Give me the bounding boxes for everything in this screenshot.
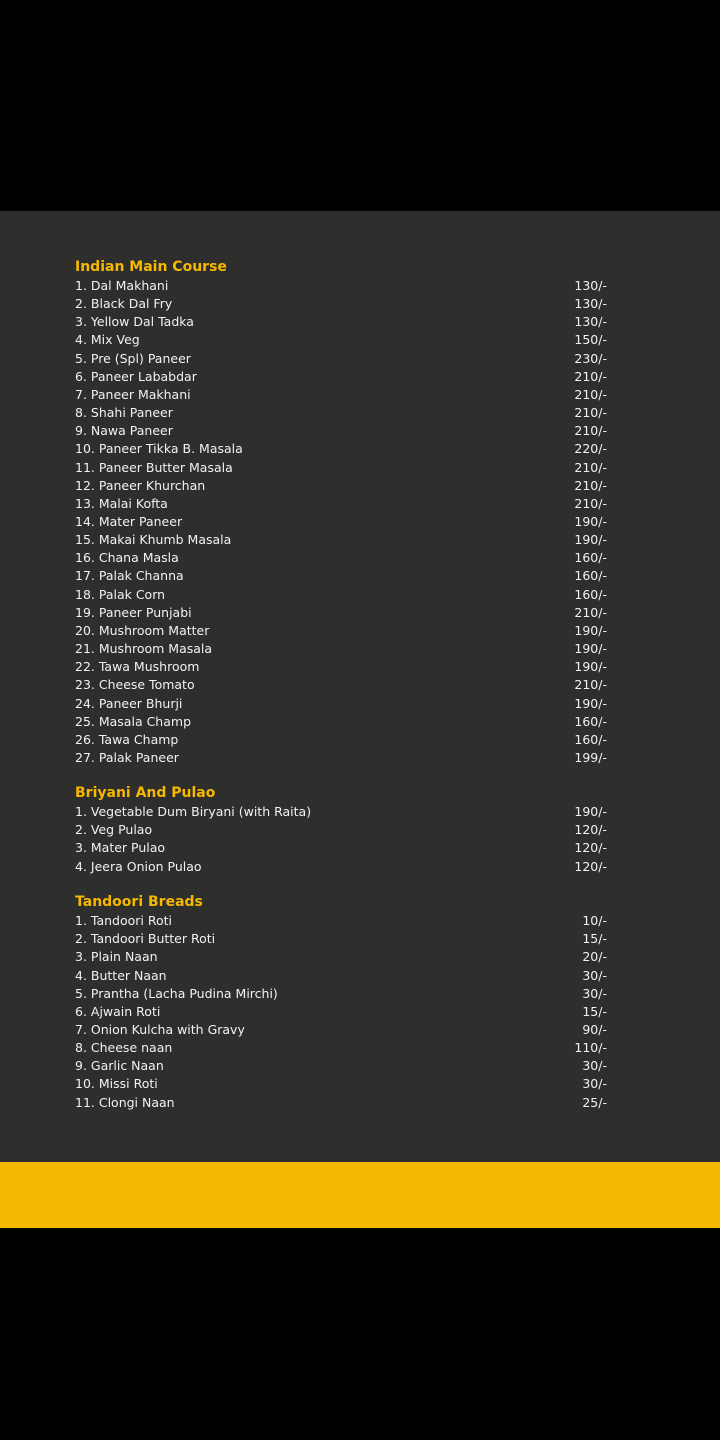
menu-item-price: 190/- bbox=[574, 804, 607, 819]
menu-item-row bbox=[75, 713, 607, 731]
menu-item-name: 20. Mushroom Matter bbox=[75, 622, 210, 638]
menu-item-price: 20/- bbox=[582, 949, 607, 965]
menu-item-name: 9. Garlic Naan bbox=[75, 1058, 164, 1074]
menu-item-row bbox=[75, 567, 607, 585]
top-letterbox bbox=[0, 0, 720, 211]
menu-item-row bbox=[75, 295, 607, 313]
menu-item-row bbox=[75, 422, 607, 440]
menu-item-price: 190/- bbox=[574, 695, 607, 711]
menu-item-row bbox=[75, 622, 607, 640]
menu-item-name: 8. Cheese naan bbox=[75, 1040, 173, 1055]
menu-item-row bbox=[75, 531, 607, 549]
menu-item-row bbox=[75, 604, 607, 622]
menu-item-price: 210/- bbox=[574, 368, 607, 384]
menu-item-row bbox=[75, 459, 607, 477]
menu-item-price: 30/- bbox=[582, 1076, 607, 1092]
menu-item-name: 6. Ajwain Roti bbox=[75, 1003, 161, 1019]
menu-item-name: 4. Jeera Onion Pulao bbox=[75, 858, 202, 874]
menu-item-price: 210/- bbox=[574, 423, 607, 439]
menu-item-name: 6. Paneer Lababdar bbox=[75, 368, 197, 384]
menu-item-row bbox=[75, 858, 607, 876]
menu-item-name: 9. Nawa Paneer bbox=[75, 423, 173, 439]
menu-item-price: 210/- bbox=[574, 386, 607, 402]
menu-item-price: 120/- bbox=[574, 858, 607, 874]
menu-item-price: 160/- bbox=[574, 586, 607, 602]
menu-item-row bbox=[75, 1057, 607, 1075]
menu-item-row bbox=[75, 331, 607, 349]
menu-item-row bbox=[75, 368, 607, 386]
footer-yellow-band bbox=[0, 1162, 720, 1228]
menu-item-row bbox=[75, 440, 607, 458]
menu-item-name: 1. Vegetable Dum Biryani (with Raita) bbox=[75, 804, 312, 819]
menu-item-row bbox=[75, 749, 607, 767]
menu-item-row bbox=[75, 839, 607, 857]
menu-item-row bbox=[75, 731, 607, 749]
menu-item-price: 120/- bbox=[574, 840, 607, 856]
menu-item-price: 120/- bbox=[574, 822, 607, 838]
menu-item-price: 190/- bbox=[574, 659, 607, 675]
menu-item-row bbox=[75, 404, 607, 422]
menu-item-name: 23. Cheese Tomato bbox=[75, 677, 195, 693]
menu-item-name: 13. Malai Kofta bbox=[75, 495, 168, 511]
menu-item-row bbox=[75, 658, 607, 676]
menu-item-name: 5. Pre (Spl) Paneer bbox=[75, 350, 191, 366]
menu-item-price: 210/- bbox=[574, 677, 607, 693]
menu-item-row bbox=[75, 948, 607, 966]
menu-item-price: 15/- bbox=[582, 1003, 607, 1019]
menu-item-row bbox=[75, 477, 607, 495]
menu-item-row bbox=[75, 803, 607, 821]
menu-item-name: 27. Palak Paneer bbox=[75, 749, 179, 765]
menu-item-price: 160/- bbox=[574, 550, 607, 566]
menu-item-row bbox=[75, 1021, 607, 1039]
menu-item-price: 30/- bbox=[582, 985, 607, 1001]
menu-item-price: 90/- bbox=[582, 1021, 607, 1037]
menu-item-name: 10. Paneer Tikka B. Masala bbox=[75, 441, 243, 457]
menu-item-name: 4. Mix Veg bbox=[75, 332, 140, 348]
menu-item-row bbox=[75, 313, 607, 331]
menu-item-name: 26. Tawa Champ bbox=[75, 731, 179, 747]
menu-item-name: 2. Tandoori Butter Roti bbox=[75, 931, 216, 947]
menu-item-price: 210/- bbox=[574, 495, 607, 511]
menu-item-name: 3. Yellow Dal Tadka bbox=[75, 314, 194, 330]
menu-item-row bbox=[75, 1039, 607, 1057]
menu-item-price: 190/- bbox=[574, 514, 607, 529]
menu-item-row bbox=[75, 1094, 607, 1112]
menu-item-row bbox=[75, 386, 607, 404]
menu-item-name: 8. Shahi Paneer bbox=[75, 405, 173, 420]
menu-item-row bbox=[75, 513, 607, 531]
menu-item-name: 10. Missi Roti bbox=[75, 1076, 158, 1092]
menu-item-name: 1. Dal Makhani bbox=[75, 278, 169, 293]
menu-item-price: 190/- bbox=[574, 641, 607, 656]
menu-item-price: 210/- bbox=[574, 459, 607, 475]
menu-item-price: 130/- bbox=[574, 314, 607, 330]
menu-item-row bbox=[75, 676, 607, 694]
menu-item-price: 30/- bbox=[582, 1058, 607, 1074]
menu-item-name: 19. Paneer Punjabi bbox=[75, 604, 192, 620]
menu-item-price: 190/- bbox=[574, 622, 607, 638]
menu-item-price: 150/- bbox=[574, 332, 607, 348]
menu-item-price: 160/- bbox=[574, 713, 607, 729]
menu-item-name: 24. Paneer Bhurji bbox=[75, 695, 183, 711]
section-title: Tandoori Breads bbox=[75, 894, 203, 910]
menu-item-name: 5. Prantha (Lacha Pudina Mirchi) bbox=[75, 985, 278, 1001]
menu-item-price: 10/- bbox=[582, 913, 607, 928]
menu-item-price: 30/- bbox=[582, 967, 607, 983]
menu-item-name: 22. Tawa Mushroom bbox=[75, 659, 200, 675]
menu-item-price: 25/- bbox=[582, 1094, 607, 1110]
menu-item-name: 11. Paneer Butter Masala bbox=[75, 459, 233, 475]
bottom-letterbox bbox=[0, 1228, 720, 1440]
menu-item-row bbox=[75, 695, 607, 713]
menu-item-name: 7. Onion Kulcha with Gravy bbox=[75, 1021, 245, 1037]
menu-item-row bbox=[75, 930, 607, 948]
menu-item-name: 3. Plain Naan bbox=[75, 949, 158, 965]
menu-item-price: 130/- bbox=[574, 278, 607, 293]
menu-item-name: 21. Mushroom Masala bbox=[75, 641, 213, 656]
menu-item-row bbox=[75, 277, 607, 295]
menu-item-price: 160/- bbox=[574, 568, 607, 584]
menu-item-price: 15/- bbox=[582, 931, 607, 947]
menu-item-price: 190/- bbox=[574, 532, 607, 548]
menu-item-name: 11. Clongi Naan bbox=[75, 1094, 175, 1110]
menu-item-name: 3. Mater Pulao bbox=[75, 840, 166, 856]
menu-item-row bbox=[75, 967, 607, 985]
menu-item-name: 18. Palak Corn bbox=[75, 586, 166, 602]
menu-item-name: 4. Butter Naan bbox=[75, 967, 167, 983]
menu-item-name: 12. Paneer Khurchan bbox=[75, 477, 206, 493]
menu-item-row bbox=[75, 640, 607, 658]
section-title: Indian Main Course bbox=[75, 259, 227, 275]
menu-item-price: 130/- bbox=[574, 296, 607, 312]
menu-item-price: 210/- bbox=[574, 477, 607, 493]
menu-item-name: 7. Paneer Makhani bbox=[75, 386, 191, 402]
menu-item-price: 110/- bbox=[574, 1040, 607, 1055]
menu-item-price: 210/- bbox=[574, 604, 607, 620]
menu-item-row bbox=[75, 586, 607, 604]
menu-item-price: 160/- bbox=[574, 731, 607, 747]
menu-item-row bbox=[75, 912, 607, 930]
menu-item-name: 14. Mater Paneer bbox=[75, 514, 183, 529]
menu-item-price: 199/- bbox=[574, 749, 607, 765]
menu-item-row bbox=[75, 821, 607, 839]
menu-item-row bbox=[75, 350, 607, 368]
menu-item-price: 210/- bbox=[574, 405, 607, 420]
menu-item-row bbox=[75, 495, 607, 513]
menu-item-name: 25. Masala Champ bbox=[75, 713, 191, 729]
menu-item-row bbox=[75, 1003, 607, 1021]
menu-item-row bbox=[75, 549, 607, 567]
menu-item-name: 17. Palak Channa bbox=[75, 568, 184, 584]
menu-item-price: 220/- bbox=[574, 441, 607, 457]
menu-item-price: 230/- bbox=[574, 350, 607, 366]
menu-item-row bbox=[75, 985, 607, 1003]
menu-item-name: 16. Chana Masla bbox=[75, 550, 179, 566]
menu-item-name: 2. Black Dal Fry bbox=[75, 296, 173, 312]
menu-item-name: 1. Tandoori Roti bbox=[75, 913, 173, 928]
menu-item-name: 2. Veg Pulao bbox=[75, 822, 153, 838]
menu-item-row bbox=[75, 1075, 607, 1093]
menu-item-name: 15. Makai Khumb Masala bbox=[75, 532, 232, 548]
section-title: Briyani And Pulao bbox=[75, 785, 216, 801]
